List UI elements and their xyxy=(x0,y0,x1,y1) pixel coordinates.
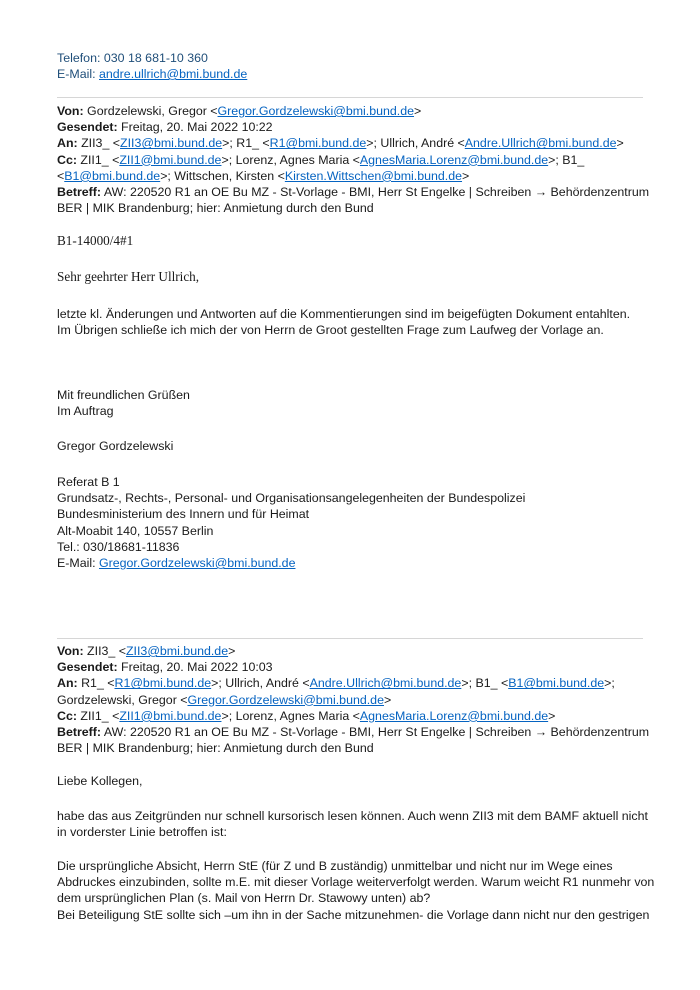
to-email-link[interactable]: R1@bmi.bund.de xyxy=(114,676,212,691)
cc-text: >; B1_ xyxy=(548,152,585,167)
mail1-file-reference: B1-14000/4#1 xyxy=(57,233,134,248)
subject-text: AW: 220520 R1 an OE Bu MZ - St-Vorlage - BMI, Herr St Engelke | Schreiben → Behördenzentrum xyxy=(101,725,650,740)
to-email-link[interactable]: Andre.Ullrich@bmi.bund.de xyxy=(464,136,617,151)
from-text: > xyxy=(228,644,236,658)
sent-label: Gesendet: xyxy=(57,120,118,135)
cc-email-link[interactable]: ZII1@bmi.bund.de xyxy=(119,708,222,723)
from-email-link[interactable]: Gregor.Gordzelewski@bmi.bund.de xyxy=(217,104,415,118)
cc-text: ZII1_ < xyxy=(76,152,120,167)
body-line: habe das aus Zeitgründen nur schnell kursorisch lesen können. Auch wenn ZII3 mit dem BAMF aktuell nicht xyxy=(57,809,648,823)
body-line: in vorderster Linie betroffen ist: xyxy=(57,825,227,840)
mail1-to xyxy=(57,135,657,151)
to-text: Gordzelewski, Gregor < xyxy=(57,692,188,707)
to-email-link[interactable]: B1@bmi.bund.de xyxy=(508,676,605,691)
from-label: Von: xyxy=(57,104,84,118)
mail1-subject xyxy=(57,184,657,200)
mail2-to-cont xyxy=(57,692,657,708)
to-text: R1_ < xyxy=(77,676,115,691)
subject-text: AW: 220520 R1 an OE Bu MZ - St-Vorlage - BMI, Herr St Engelke | Schreiben → Behördenzentrum xyxy=(101,185,650,200)
mail1-closing xyxy=(57,387,190,419)
mail1-body xyxy=(57,306,657,338)
mail2-header xyxy=(57,643,657,756)
to-email-link[interactable]: ZII3@bmi.bund.de xyxy=(120,136,223,151)
contact-email-link[interactable]: andre.ullrich@bmi.bund.de xyxy=(99,67,248,81)
cc-email-link[interactable]: B1@bmi.bund.de xyxy=(64,168,161,183)
cc-email-link[interactable]: AgnesMaria.Lorenz@bmi.bund.de xyxy=(359,708,549,723)
cc-text: > xyxy=(462,168,470,183)
sent-date: Freitag, 20. Mai 2022 10:22 xyxy=(117,120,273,135)
to-text: >; R1_ < xyxy=(222,136,270,151)
mail1-subject-cont: BER | MIK Brandenburg; hier: Anmietung durch den Bund xyxy=(57,201,374,216)
to-label: An: xyxy=(57,136,78,151)
bracket: > xyxy=(414,104,422,118)
subject-label: Betreff: xyxy=(57,185,102,200)
mail1-cc xyxy=(57,152,657,168)
mail2-sent xyxy=(57,659,657,675)
from-email-link[interactable]: ZII3@bmi.bund.de xyxy=(125,644,229,658)
mail2-salutation: Liebe Kollegen, xyxy=(57,774,143,788)
to-email-link[interactable]: Andre.Ullrich@bmi.bund.de xyxy=(309,676,462,691)
to-text: >; xyxy=(604,676,615,691)
cc-text: ZII1_ < xyxy=(76,708,120,723)
mail2-subject xyxy=(57,724,657,740)
contact-email-label: E-Mail: xyxy=(57,67,99,81)
mail2-to xyxy=(57,675,657,691)
sig-email-link[interactable]: Gregor.Gordzelewski@bmi.bund.de xyxy=(99,556,296,571)
to-text: >; Ullrich, André < xyxy=(211,676,310,691)
body-line: dem ursprünglichen Plan (s. Mail von Herrn Dr. Stawowy unten) ab? xyxy=(57,891,431,906)
subject-label: Betreff: xyxy=(57,725,102,740)
mail1-signature xyxy=(57,474,657,571)
body-line: Die ursprüngliche Absicht, Herrn StE (für Z und B zuständig) unmittelbar und nicht nur im Wege eines xyxy=(57,859,613,873)
contact-email-line xyxy=(57,66,247,82)
cc-label: Cc: xyxy=(57,708,77,723)
from-name: ZII3_ < xyxy=(83,644,126,658)
separator-1 xyxy=(57,97,643,98)
mail1-salutation: Sehr geehrter Herr Ullrich, xyxy=(57,269,200,284)
to-email-link[interactable]: R1@bmi.bund.de xyxy=(269,136,367,151)
from-label: Von: xyxy=(57,644,84,658)
mail1-cc-cont xyxy=(57,168,657,184)
sig-phone: Tel.: 030/18681-11836 xyxy=(57,539,180,554)
closing-greeting: Mit freundlichen Grüßen xyxy=(57,388,190,402)
contact-phone: Telefon: 030 18 681-10 360 xyxy=(57,51,208,65)
from-name: Gordzelewski, Gregor < xyxy=(83,104,218,118)
sig-department: Grundsatz-, Rechts-, Personal- und Organisationsangelegenheiten der Bundespolizei xyxy=(57,491,526,506)
mail2-paragraph-1 xyxy=(57,808,657,840)
cc-text: < xyxy=(57,168,65,183)
cc-email-link[interactable]: AgnesMaria.Lorenz@bmi.bund.de xyxy=(359,152,549,167)
mail2-paragraph-2 xyxy=(57,858,657,923)
mail1-sent xyxy=(57,119,657,135)
cc-text: >; Lorenz, Agnes Maria < xyxy=(221,708,360,723)
cc-label: Cc: xyxy=(57,152,77,167)
sig-email-line xyxy=(57,555,657,571)
to-label: An: xyxy=(57,676,78,691)
cc-email-link[interactable]: Kirsten.Wittschen@bmi.bund.de xyxy=(284,168,463,183)
to-text: > xyxy=(383,692,392,707)
sent-date: Freitag, 20. Mai 2022 10:03 xyxy=(117,660,273,675)
cc-text: > xyxy=(548,708,556,723)
to-text: >; Ullrich, André < xyxy=(366,136,465,151)
sig-referat: Referat B 1 xyxy=(57,475,120,489)
mail2-cc xyxy=(57,708,657,724)
body-line: Bei Beteiligung StE sollte sich –um ihn in der Sache mitzunehmen- die Vorlage dann nicht nur den gestrigen xyxy=(57,907,650,922)
mail1-signer: Gregor Gordzelewski xyxy=(57,439,174,453)
to-text: > xyxy=(616,136,624,151)
to-email-link[interactable]: Gregor.Gordzelewski@bmi.bund.de xyxy=(187,692,384,707)
separator-2 xyxy=(57,638,643,639)
sig-email-label: E-Mail: xyxy=(57,556,99,571)
body-line: Im Übrigen schließe ich mich der von Herrn de Groot gestellten Frage zum Laufweg der Vorlage an. xyxy=(57,323,604,338)
cc-text: >; Lorenz, Agnes Maria < xyxy=(221,152,360,167)
to-text: >; B1_ < xyxy=(461,676,509,691)
mail1-from xyxy=(57,103,657,119)
mail1-header xyxy=(57,103,657,216)
body-line: letzte kl. Änderungen und Antworten auf die Kommentierungen sind im beigefügten Dokument entahlten. xyxy=(57,307,631,321)
mail2-subject-cont: BER | MIK Brandenburg; hier: Anmietung durch den Bund xyxy=(57,741,374,756)
sig-address: Alt-Moabit 140, 10557 Berlin xyxy=(57,523,214,538)
cc-text: >; Wittschen, Kirsten < xyxy=(160,168,285,183)
closing-auftrag: Im Auftrag xyxy=(57,404,114,419)
mail2-from xyxy=(57,643,657,659)
body-line: Abdruckes einzubinden, sollte m.E. mit dieser Vorlage weiterverfolgt werden. Warum weicht R1 nunmehr von xyxy=(57,875,655,890)
cc-email-link[interactable]: ZII1@bmi.bund.de xyxy=(119,152,222,167)
to-text: ZII3_ < xyxy=(77,136,121,151)
sent-label: Gesendet: xyxy=(57,660,118,675)
sig-ministry: Bundesministerium des Innern und für Heimat xyxy=(57,507,310,522)
